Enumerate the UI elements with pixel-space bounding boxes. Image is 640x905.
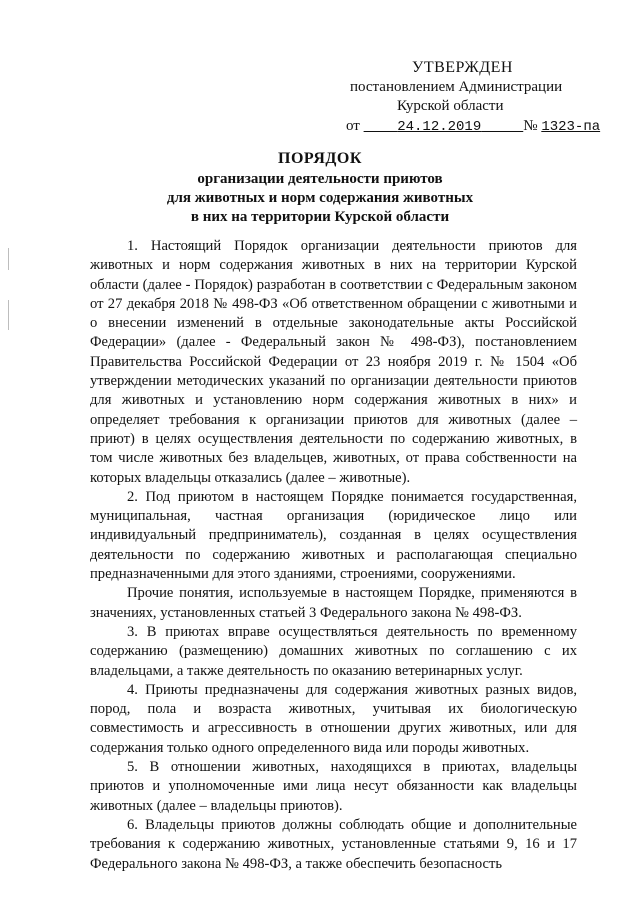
paragraph-5: 5. В отношении животных, находящихся в приютах, владельцы приютов и уполномоченные ими лица несут обязанности как владельцы животных (далее – владельцы приютов). xyxy=(90,759,577,814)
scan-margin-mark xyxy=(8,300,9,330)
approval-date-line xyxy=(346,117,600,137)
scan-margin-mark xyxy=(8,248,9,270)
paragraph-2: 2. Под приютом в настоящем Порядке понимается государственная, муниципальная, частная организация (юридическое лицо или индивидуальный предприниматель), созданная в целях осуществления деятельности по содержанию животных и располагающая специально предназначенными для этого зданиями, строениями, сооружениями. xyxy=(90,488,577,583)
approval-title: УТВЕРЖДЕН xyxy=(412,59,513,76)
title-line-1: организации деятельности приютов xyxy=(197,171,443,187)
document-body xyxy=(90,237,577,874)
paragraph-6: 6. Владельцы приютов должны соблюдать общие и дополнительные требования к содержанию животных, установленные статьями 9, 16 и 17 Федерального закона № 498-ФЗ, а также обеспечить безопасность xyxy=(90,816,577,872)
title-heading: ПОРЯДОК xyxy=(278,150,362,167)
approval-issuer: постановлением Администрации xyxy=(350,79,563,95)
document-title xyxy=(90,148,550,227)
number-prefix: № xyxy=(523,118,538,134)
date-prefix: от xyxy=(346,118,360,134)
paragraph-2-note: Прочие понятия, используемые в настоящем Порядке, применяются в значениях, установленных статьей 3 Федерального закона № 498-ФЗ. xyxy=(90,585,577,621)
approval-region: Курской области xyxy=(397,98,504,114)
paragraph-1: 1. Настоящий Порядок организации деятельности приютов для животных и норм содержания животных в них на территории Курской области (далее - Порядок) разработан в соответствии с Федеральным законом от 27 декабря 2018 № 498-ФЗ «Об ответственном обращении с животными и о внесении изменений в отдельные законодательные акты Российской Федерации» (далее - Федеральный закон № 498-ФЗ), постановлением Правительства Российской Федерации от 23 ноября 2019 г. № 1504 «Об утверждении методических указаний по организации деятельности приютов для животных и установлению норм содержания животных в них» и определяет требования к организации приютов для животных (далее – приют) в целях осуществления деятельности по содержанию животных, в том числе животных без владельцев, животных, от права собственности на которых владельцы отказались (далее – животные). xyxy=(90,238,577,486)
paragraph-3: 3. В приютах вправе осуществляться деятельность по временному содержанию (размещению) домашних животных по соглашению с их владельцами, а также деятельность по оказанию ветеринарных услуг. xyxy=(90,623,577,679)
approval-number: 1323-па xyxy=(541,119,601,135)
title-line-3: в них на территории Курской области xyxy=(190,209,450,225)
approval-date: 24.12.2019 xyxy=(397,119,482,135)
paragraph-4: 4. Приюты предназначены для содержания животных разных видов, пород, пола и возраста животных, учитывая их биологическую совместимость и агрессивность в отношении других животных, или для содержания только одного определенного вида или породы животных. xyxy=(90,681,577,756)
title-line-2: для животных и норм содержания животных xyxy=(166,190,474,206)
